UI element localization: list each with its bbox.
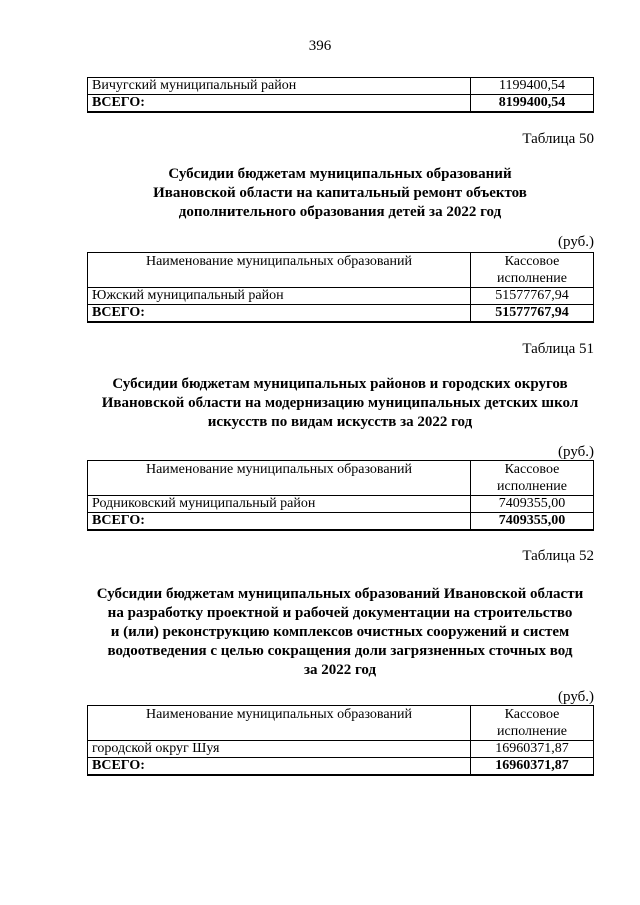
table-header — [88, 253, 594, 288]
table-50-label: Таблица 50 — [522, 131, 594, 147]
table-51-label: Таблица 51 — [522, 341, 594, 357]
row-name: Южский муниципальный район — [88, 288, 471, 305]
title-line: Субсидии бюджетам муниципальных образований — [168, 166, 512, 182]
header-value — [471, 461, 594, 496]
row-name: городской округ Шуя — [88, 741, 471, 758]
total-value: 8199400,54 — [471, 95, 594, 113]
header-value-line-2: исполнение — [497, 724, 567, 739]
row-name: Родниковский муниципальный район — [88, 496, 471, 513]
header-value-line-1: Кассовое — [504, 707, 560, 722]
table-header — [88, 706, 594, 741]
total-row — [88, 758, 594, 776]
title-line: водоотведения с целью сокращения доли загрязненных сточных вод — [107, 643, 573, 659]
total-value: 51577767,94 — [471, 305, 594, 323]
total-row — [88, 305, 594, 323]
title-line: и (или) реконструкцию комплексов очистных сооружений и систем — [110, 624, 570, 640]
total-row — [88, 513, 594, 531]
row-name: Вичугский муниципальный район — [88, 78, 471, 95]
top-table — [87, 77, 594, 113]
table-52-title — [60, 585, 620, 680]
total-value: 7409355,00 — [471, 513, 594, 531]
table-50 — [87, 252, 594, 323]
unit-label: (руб.) — [558, 444, 594, 460]
row-value: 16960371,87 — [471, 741, 594, 758]
title-line: Ивановской области на капитальный ремонт объектов — [153, 185, 527, 201]
table-header — [88, 461, 594, 496]
header-value — [471, 253, 594, 288]
table-51 — [87, 460, 594, 531]
title-line: на разработку проектной и рабочей документации на строительство — [107, 605, 573, 621]
row-value: 7409355,00 — [471, 496, 594, 513]
title-line: Субсидии бюджетам муниципальных образований Ивановской области — [96, 586, 584, 602]
title-line: Ивановской области на модернизацию муниципальных детских школ — [101, 395, 579, 411]
table-52 — [87, 705, 594, 776]
header-value-line-2: исполнение — [497, 271, 567, 286]
header-name: Наименование муниципальных образований — [88, 253, 471, 288]
page-number: 396 — [308, 38, 332, 54]
header-value-line-2: исполнение — [497, 479, 567, 494]
table-row — [88, 741, 594, 758]
title-line: за 2022 год — [303, 662, 377, 678]
total-label: ВСЕГО: — [88, 305, 471, 323]
row-value: 51577767,94 — [471, 288, 594, 305]
title-line: дополнительного образования детей за 2022 год — [178, 204, 502, 220]
header-name: Наименование муниципальных образований — [88, 706, 471, 741]
title-line: искусств по видам искусств за 2022 год — [207, 414, 473, 430]
row-value: 1199400,54 — [471, 78, 594, 95]
table-row — [88, 288, 594, 305]
table-row — [88, 78, 594, 95]
header-value — [471, 706, 594, 741]
total-row — [88, 95, 594, 113]
total-label: ВСЕГО: — [88, 95, 471, 113]
title-line: Субсидии бюджетам муниципальных районов и городских округов — [112, 376, 568, 392]
header-value-line-1: Кассовое — [504, 254, 560, 269]
total-label: ВСЕГО: — [88, 513, 471, 531]
unit-label: (руб.) — [558, 689, 594, 705]
table-52-label: Таблица 52 — [522, 548, 594, 564]
table-51-title — [60, 375, 620, 432]
header-name: Наименование муниципальных образований — [88, 461, 471, 496]
table-row — [88, 496, 594, 513]
total-label: ВСЕГО: — [88, 758, 471, 776]
unit-label: (руб.) — [558, 234, 594, 250]
total-value: 16960371,87 — [471, 758, 594, 776]
header-value-line-1: Кассовое — [504, 462, 560, 477]
table-50-title — [60, 165, 620, 222]
